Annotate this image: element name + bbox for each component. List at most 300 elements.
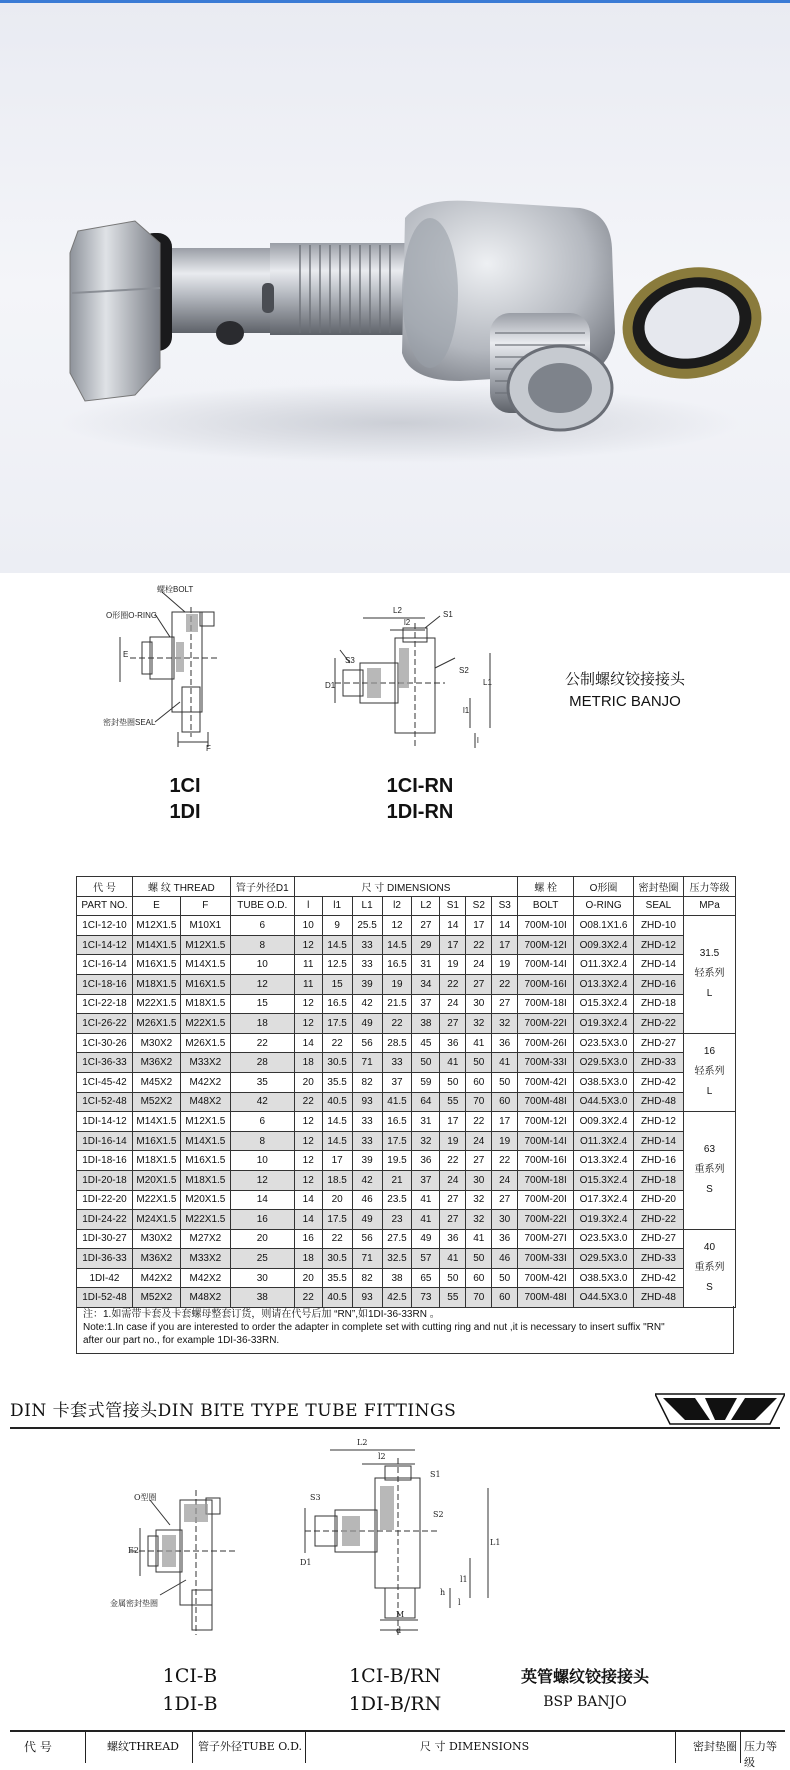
pressure-letter: L: [706, 1086, 713, 1098]
code-1di-b-rn: 1DI-B/RN: [348, 1693, 442, 1715]
table-cell: 49: [352, 1210, 382, 1230]
col-divider: [305, 1732, 306, 1763]
table-cell: 31: [412, 955, 440, 975]
dim-b-L2: L2: [357, 1438, 368, 1447]
diagram-1ci: [100, 582, 250, 772]
note-en-2: after our part no., for example 1DI-36-33RN.: [83, 1335, 280, 1346]
title-bsp-banjo-cn: 英管螺纹铰接接头: [520, 1667, 649, 1686]
table-cell: 12: [294, 994, 322, 1014]
table-cell: 45: [412, 1033, 440, 1053]
head2-tube: 管子外径TUBE O.D.: [198, 1740, 303, 1753]
label-e2: E2: [128, 1546, 139, 1555]
table-cell: 12: [294, 1112, 322, 1132]
table-cell: 50: [492, 1072, 518, 1092]
table-head-row-2: [77, 896, 736, 916]
table-cell: 15: [230, 994, 294, 1014]
table-cell: 1DI-30-27: [77, 1229, 133, 1249]
dim-b-l2: l2: [378, 1452, 386, 1461]
table-cell: M30X2: [132, 1033, 180, 1053]
table-row: [77, 1014, 736, 1034]
table-cell: 50: [440, 1268, 466, 1288]
table-cell: 1DI-16-14: [77, 1131, 133, 1151]
table-cell: 15: [322, 974, 352, 994]
table-cell: ZHD-33: [634, 1053, 684, 1073]
table-cell: 22: [440, 974, 466, 994]
table-cell: 12: [230, 1170, 294, 1190]
head-col-13: O-RING: [574, 896, 634, 916]
table-cell: 11: [294, 955, 322, 975]
col-divider: [675, 1732, 676, 1763]
table-cell: 93: [352, 1092, 382, 1112]
section2-header: DIN 卡套式管接头DIN BITE TYPE TUBE FITTINGS: [10, 1401, 457, 1421]
table-cell: M33X2: [180, 1249, 230, 1269]
diagram-1ci-b-rn: [300, 1438, 500, 1643]
table-cell: 41: [466, 1033, 492, 1053]
dim-b-S3: S3: [310, 1493, 321, 1502]
table-cell: 700M-48I: [518, 1092, 574, 1112]
table-cell: ZHD-42: [634, 1268, 684, 1288]
table-cell: 700M-33I: [518, 1053, 574, 1073]
table-body: [77, 916, 736, 1308]
table-cell: 32.5: [382, 1249, 412, 1269]
dim-S2: S2: [459, 666, 469, 675]
table-cell: 14: [492, 916, 518, 936]
table-cell: 19: [382, 974, 412, 994]
table-cell: 46: [492, 1249, 518, 1269]
table-cell: O13.3X2.4: [574, 1151, 634, 1171]
pressure-series: 轻系列: [694, 1066, 725, 1078]
table-cell: 12: [294, 1151, 322, 1171]
table-cell: 23: [382, 1210, 412, 1230]
table-cell: M52X2: [132, 1288, 180, 1308]
dim-b-M: M: [396, 1610, 405, 1619]
table-cell: M16X1.5: [132, 1131, 180, 1151]
table-cell: 22: [322, 1229, 352, 1249]
table-cell: 12: [294, 935, 322, 955]
table-cell: 17: [322, 1151, 352, 1171]
table-cell: 14.5: [322, 1131, 352, 1151]
table-cell: 16.5: [382, 1112, 412, 1132]
table-cell: 19: [492, 955, 518, 975]
head-col-14: SEAL: [634, 896, 684, 916]
table-row: [77, 955, 736, 975]
table-cell: 36: [440, 1229, 466, 1249]
table-cell: 700M-22I: [518, 1210, 574, 1230]
table-cell: 36: [492, 1229, 518, 1249]
table-cell: 17: [440, 935, 466, 955]
table-row: [77, 1072, 736, 1092]
table-cell: 50: [466, 1053, 492, 1073]
table-cell: O13.3X2.4: [574, 974, 634, 994]
head-col-5: l1: [322, 896, 352, 916]
code-1ci-b-rn: 1CI-B/RN: [349, 1665, 441, 1687]
table-cell: 32: [412, 1131, 440, 1151]
table-cell: 1CI-36-33: [77, 1053, 133, 1073]
dim-L1: L1: [483, 678, 492, 687]
label-seal: 密封垫圈SEAL: [103, 718, 156, 727]
table-cell: 22: [466, 935, 492, 955]
table-cell: 40.5: [322, 1092, 352, 1112]
label-f: F: [206, 744, 211, 753]
title-metric-banjo-cn: 公制螺纹铰接接头: [564, 671, 685, 688]
table-cell: 21.5: [382, 994, 412, 1014]
label-oring: O形圈O-RING: [106, 611, 158, 620]
table-cell: 33: [352, 1131, 382, 1151]
table-cell: ZHD-48: [634, 1288, 684, 1308]
table-cell: 20: [322, 1190, 352, 1210]
table-cell: O09.3X2.4: [574, 1112, 634, 1132]
table-cell: M42X2: [180, 1268, 230, 1288]
table-cell: 25: [230, 1249, 294, 1269]
table-cell: M42X2: [180, 1072, 230, 1092]
table-cell: M20X1.5: [180, 1190, 230, 1210]
table-cell: 42: [352, 994, 382, 1014]
table-cell: 18: [230, 1014, 294, 1034]
table-cell: 41: [412, 1210, 440, 1230]
table-cell: M18X1.5: [180, 994, 230, 1014]
title-metric-banjo-en: METRIC BANJO: [569, 693, 681, 710]
table-cell: M14X1.5: [180, 1131, 230, 1151]
code-1ci: 1CI: [169, 775, 201, 797]
col-divider: [85, 1732, 86, 1763]
table-cell: O11.3X2.4: [574, 955, 634, 975]
table-cell: 22: [294, 1288, 322, 1308]
table-cell: 50: [412, 1053, 440, 1073]
table-cell: 10: [230, 1151, 294, 1171]
table-cell: O15.3X2.4: [574, 994, 634, 1014]
head-col-6: L1: [352, 896, 382, 916]
table-cell: 60: [466, 1268, 492, 1288]
table-row: [77, 1092, 736, 1112]
table-cell: 30: [466, 994, 492, 1014]
table-cell: 25.5: [352, 916, 382, 936]
table-cell: 30.5: [322, 1249, 352, 1269]
table-cell: M18X1.5: [132, 974, 180, 994]
table-cell: 22: [294, 1092, 322, 1112]
table-cell: 6: [230, 916, 294, 936]
table-cell: 22: [230, 1033, 294, 1053]
pressure-series: 重系列: [694, 1262, 725, 1274]
table-cell: 24: [466, 1131, 492, 1151]
table-cell: 12: [294, 1014, 322, 1034]
table-cell: 700M-12I: [518, 1112, 574, 1132]
table-cell: 30: [466, 1170, 492, 1190]
table-cell: ZHD-12: [634, 1112, 684, 1132]
table-cell: 1DI-18-16: [77, 1151, 133, 1171]
table-cell: 36: [412, 1151, 440, 1171]
table-cell: 27: [440, 1190, 466, 1210]
table-cell: 70: [466, 1092, 492, 1112]
col-divider: [192, 1732, 193, 1763]
table-cell: 1CI-30-26: [77, 1033, 133, 1053]
table-cell: 10: [294, 916, 322, 936]
table-cell: 27: [412, 916, 440, 936]
table-cell: 50: [440, 1072, 466, 1092]
table-cell: O11.3X2.4: [574, 1131, 634, 1151]
table-cell: O38.5X3.0: [574, 1072, 634, 1092]
table-cell: 700M-33I: [518, 1249, 574, 1269]
table-cell: 32: [466, 1014, 492, 1034]
note-en-1: Note:1.In case if you are interested to order the adapter in complete set with cutting ring and nut ,it is necessary to insert suffix "RN": [83, 1322, 665, 1333]
table-cell: 17.5: [322, 1014, 352, 1034]
table-cell: 82: [352, 1268, 382, 1288]
head-tube: 管子外径D1: [230, 877, 294, 897]
table-row: [77, 1112, 736, 1132]
table-cell: M14X1.5: [132, 935, 180, 955]
table-cell: 14: [294, 1033, 322, 1053]
table-cell: 17.5: [322, 1210, 352, 1230]
table-cell: 8: [230, 935, 294, 955]
table-cell: 36: [440, 1033, 466, 1053]
table-cell: O38.5X3.0: [574, 1268, 634, 1288]
table-cell: M27X2: [180, 1229, 230, 1249]
head-col-9: S1: [440, 896, 466, 916]
table-cell: 24: [466, 955, 492, 975]
table-cell: 19: [492, 1131, 518, 1151]
table-cell: M16X1.5: [180, 974, 230, 994]
pressure-class-cell: [683, 1112, 735, 1230]
table-cell: 700M-42I: [518, 1072, 574, 1092]
table-cell: ZHD-20: [634, 1190, 684, 1210]
table-cell: 8: [230, 1131, 294, 1151]
table-row: [77, 1131, 736, 1151]
table-cell: 17.5: [382, 1131, 412, 1151]
table-cell: 1CI-12-10: [77, 916, 133, 936]
table-cell: 19.5: [382, 1151, 412, 1171]
table-cell: 20: [230, 1229, 294, 1249]
table-cell: 14: [440, 916, 466, 936]
table-cell: 35: [230, 1072, 294, 1092]
col-divider: [740, 1732, 741, 1763]
table-cell: 1CI-16-14: [77, 955, 133, 975]
head2-press: 压力等级: [744, 1740, 777, 1769]
table-row: [77, 974, 736, 994]
table-cell: 59: [412, 1072, 440, 1092]
dim-S1: S1: [443, 610, 453, 619]
code-1di-rn: 1DI-RN: [386, 801, 454, 823]
pressure-letter: S: [706, 1184, 713, 1196]
table-cell: M22X1.5: [180, 1210, 230, 1230]
table-cell: 37: [412, 1170, 440, 1190]
table-cell: 42: [352, 1170, 382, 1190]
table-cell: 1CI-52-48: [77, 1092, 133, 1112]
table-cell: 30: [492, 1210, 518, 1230]
pressure-class-cell: [683, 916, 735, 1034]
table-cell: ZHD-10: [634, 916, 684, 936]
table-cell: 28.5: [382, 1033, 412, 1053]
table-cell: 1DI-52-48: [77, 1288, 133, 1308]
table-cell: M22X1.5: [180, 1014, 230, 1034]
head-col-12: BOLT: [518, 896, 574, 916]
table-cell: 12: [230, 974, 294, 994]
head-col-10: S2: [466, 896, 492, 916]
dim-l: l: [477, 736, 479, 745]
table-cell: 64: [412, 1092, 440, 1112]
table-cell: 71: [352, 1249, 382, 1269]
table-cell: ZHD-27: [634, 1229, 684, 1249]
table-cell: 17: [466, 916, 492, 936]
table-cell: O19.3X2.4: [574, 1014, 634, 1034]
table-cell: O08.1X1.6: [574, 916, 634, 936]
dim-b-D1: D1: [300, 1558, 312, 1567]
table-cell: 12: [294, 1131, 322, 1151]
table-cell: M48X2: [180, 1288, 230, 1308]
table-cell: 38: [412, 1014, 440, 1034]
table-cell: 700M-10I: [518, 916, 574, 936]
table-cell: 700M-18I: [518, 1170, 574, 1190]
table-cell: 41: [412, 1190, 440, 1210]
table-cell: 700M-27I: [518, 1229, 574, 1249]
table-cell: 39: [352, 974, 382, 994]
table-cell: M10X1: [180, 916, 230, 936]
table-cell: M16X1.5: [180, 1151, 230, 1171]
head-thread: 螺 纹 THREAD: [132, 877, 230, 897]
table-cell: 1DI-20-18: [77, 1170, 133, 1190]
table-cell: 16: [230, 1210, 294, 1230]
table-cell: 16.5: [322, 994, 352, 1014]
table-cell: O29.5X3.0: [574, 1053, 634, 1073]
table-cell: 22: [466, 1112, 492, 1132]
table-cell: M33X2: [180, 1053, 230, 1073]
pressure-letter: L: [706, 988, 713, 1000]
table-cell: ZHD-14: [634, 955, 684, 975]
head2-seal: 密封垫圈: [693, 1740, 737, 1753]
table-cell: 41: [466, 1229, 492, 1249]
table-cell: 11: [294, 974, 322, 994]
table-cell: 14: [230, 1190, 294, 1210]
table-cell: 700M-14I: [518, 955, 574, 975]
table-cell: O23.5X3.0: [574, 1229, 634, 1249]
table-cell: 28: [230, 1053, 294, 1073]
table-cell: 22: [440, 1151, 466, 1171]
table-cell: 37: [382, 1072, 412, 1092]
label-seal-b: 金属密封垫圈: [110, 1599, 158, 1608]
table-cell: M18X1.5: [180, 1170, 230, 1190]
table-cell: 65: [412, 1268, 440, 1288]
table-cell: M52X2: [132, 1092, 180, 1112]
table-cell: ZHD-12: [634, 935, 684, 955]
table-cell: 24: [440, 1170, 466, 1190]
table-cell: M36X2: [132, 1053, 180, 1073]
table-cell: 19: [440, 955, 466, 975]
code-1di: 1DI: [169, 801, 201, 823]
product-photo: [0, 3, 790, 573]
table-row: [77, 916, 736, 936]
brand-logo: [655, 1392, 785, 1426]
pressure-value: 63: [703, 1144, 716, 1156]
table-cell: 18: [294, 1053, 322, 1073]
table-cell: 22: [382, 1014, 412, 1034]
table-cell: 1DI-14-12: [77, 1112, 133, 1132]
table-cell: ZHD-33: [634, 1249, 684, 1269]
pressure-series: 轻系列: [694, 968, 725, 980]
table-cell: 57: [412, 1249, 440, 1269]
table-cell: 29: [412, 935, 440, 955]
table-cell: 38: [382, 1268, 412, 1288]
table-cell: M14X1.5: [132, 1112, 180, 1132]
table-row: [77, 1229, 736, 1249]
table-cell: 12: [382, 916, 412, 936]
table-cell: 20: [294, 1072, 322, 1092]
table-cell: 16: [294, 1229, 322, 1249]
section2-rule: [10, 1427, 780, 1429]
table-cell: 27: [440, 1210, 466, 1230]
table-cell: ZHD-16: [634, 974, 684, 994]
table-cell: 14.5: [382, 935, 412, 955]
table-cell: 38: [230, 1288, 294, 1308]
table-row: [77, 1170, 736, 1190]
table-cell: 27: [440, 1014, 466, 1034]
head-seal-cn: 密封垫圈: [634, 877, 684, 897]
pressure-class-cell: [683, 1033, 735, 1111]
table-cell: M26X1.5: [180, 1033, 230, 1053]
table-cell: M12X1.5: [132, 916, 180, 936]
table-cell: 55: [440, 1288, 466, 1308]
table-row: [77, 1190, 736, 1210]
table-cell: 1CI-18-16: [77, 974, 133, 994]
table-cell: M22X1.5: [132, 1190, 180, 1210]
table-cell: 41: [492, 1053, 518, 1073]
pressure-series: 重系列: [694, 1164, 725, 1176]
table-cell: 700M-18I: [518, 994, 574, 1014]
table-cell: 22: [492, 1151, 518, 1171]
table-cell: 22: [322, 1033, 352, 1053]
table-cell: 27.5: [382, 1229, 412, 1249]
table-cell: ZHD-18: [634, 1170, 684, 1190]
table-cell: 82: [352, 1072, 382, 1092]
table-cell: 56: [352, 1033, 382, 1053]
table-cell: 21: [382, 1170, 412, 1190]
table-cell: M48X2: [180, 1092, 230, 1112]
table-cell: 700M-14I: [518, 1131, 574, 1151]
table-cell: 33: [352, 955, 382, 975]
code-1di-b: 1DI-B: [162, 1693, 218, 1715]
table-cell: 19: [440, 1131, 466, 1151]
table-cell: O19.3X2.4: [574, 1210, 634, 1230]
table-cell: 73: [412, 1288, 440, 1308]
table-cell: 50: [492, 1268, 518, 1288]
table-cell: 33: [382, 1053, 412, 1073]
table-cell: 32: [466, 1190, 492, 1210]
table-cell: 23.5: [382, 1190, 412, 1210]
dim-b-S1: S1: [430, 1470, 441, 1479]
table-cell: 22: [492, 974, 518, 994]
table-cell: 700M-16I: [518, 974, 574, 994]
head-col-0: PART NO.: [77, 896, 133, 916]
title-bsp-banjo-en: BSP BANJO: [543, 1694, 627, 1710]
dim-l2: l2: [404, 618, 411, 627]
head2-part: 代 号: [24, 1740, 52, 1754]
head2-thread: 螺纹THREAD: [107, 1740, 180, 1753]
table-cell: 18: [294, 1249, 322, 1269]
table-cell: 1DI-24-22: [77, 1210, 133, 1230]
table-cell: ZHD-16: [634, 1151, 684, 1171]
table-cell: M26X1.5: [132, 1014, 180, 1034]
table-cell: O15.3X2.4: [574, 1170, 634, 1190]
table-cell: 6: [230, 1112, 294, 1132]
table-cell: ZHD-18: [634, 994, 684, 1014]
head-dimensions: 尺 寸 DIMENSIONS: [294, 877, 517, 897]
table-cell: 1CI-14-12: [77, 935, 133, 955]
table-cell: 70: [466, 1288, 492, 1308]
table-cell: ZHD-14: [634, 1131, 684, 1151]
table-cell: ZHD-22: [634, 1210, 684, 1230]
head-col-1: E: [132, 896, 180, 916]
head-col-7: l2: [382, 896, 412, 916]
table-head-row-1: [77, 877, 736, 897]
table-cell: 37: [412, 994, 440, 1014]
head-col-4: l: [294, 896, 322, 916]
